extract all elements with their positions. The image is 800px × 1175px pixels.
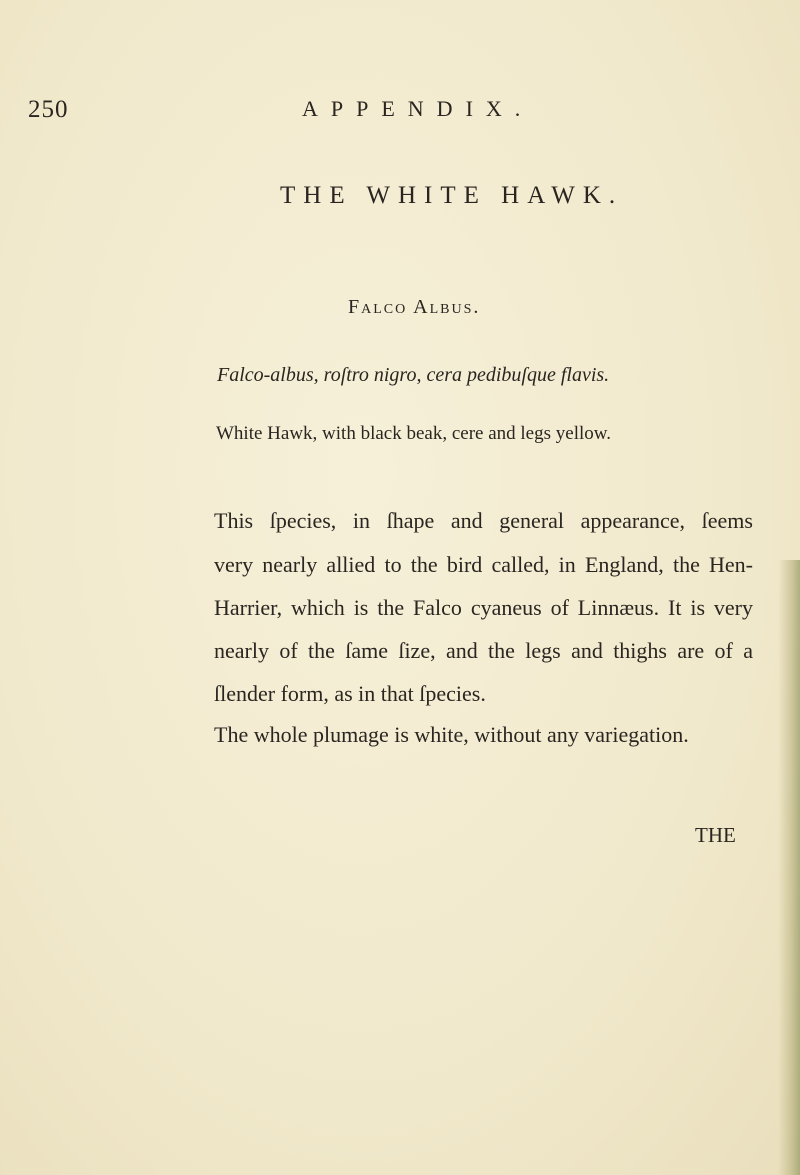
description-line: Harrier, which is the Falco cyaneus of Linnæus. It is very: [214, 595, 753, 620]
description-line: nearly of the ſame ſize, and the legs and thighs are of a: [214, 638, 753, 663]
running-head: APPENDIX.: [302, 96, 534, 121]
entry-title: THE WHITE HAWK.: [280, 182, 624, 209]
latin-name: Falco Albus.: [348, 296, 481, 318]
catchword: THE: [695, 823, 736, 847]
english-translation: White Hawk, with black beak, cere and legs yellow.: [216, 423, 611, 444]
description-line: very nearly allied to the bird called, in England, the Hen-: [214, 552, 753, 577]
latin-diagnosis: Falco-albus, roſtro nigro, cera pedibuſque flavis.: [217, 364, 610, 386]
description-line: This ſpecies, in ſhape and general appearance, ſeems: [214, 508, 753, 533]
description-line: ſlender form, as in that ſpecies.: [214, 681, 486, 706]
page-edge-stain: [778, 560, 800, 1175]
page-number: 250: [28, 96, 69, 123]
plumage-note: The whole plumage is white, without any variegation.: [214, 722, 689, 747]
